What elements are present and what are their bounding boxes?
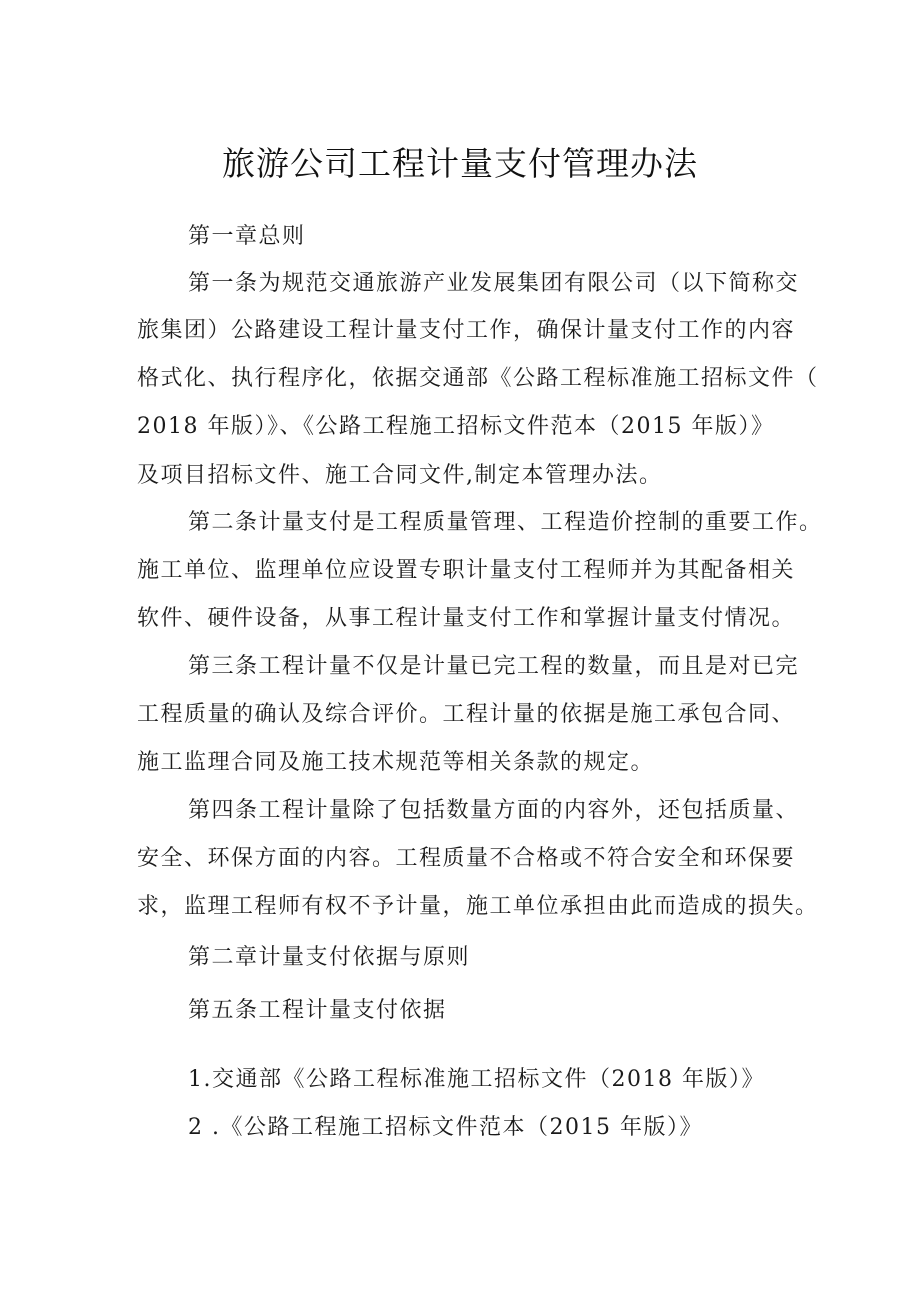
article-2-line-1: 第二条计量支付是工程质量管理、工程造价控制的重要工作。 bbox=[188, 510, 823, 535]
article-5-heading: 第五条工程计量支付依据 bbox=[188, 998, 447, 1023]
article-1-line-4: 2018 年版）》、《公路工程施工招标文件范本（2015 年版）》 bbox=[137, 414, 775, 439]
article-1-line-2: 旅集团）公路建设工程计量支付工作，确保计量支付工作的内容 bbox=[137, 318, 796, 343]
article-4-line-2: 安全、环保方面的内容。工程质量不合格或不符合安全和环保要 bbox=[137, 846, 796, 871]
list-item-1: 1.交通部《公路工程标准施工招标文件（2018 年版）》 bbox=[188, 1067, 765, 1092]
article-1-line-3: 格式化、执行程序化，依据交通部《公路工程标准施工招标文件（ bbox=[137, 366, 819, 391]
document-title: 旅游公司工程计量支付管理办法 bbox=[222, 144, 698, 183]
article-4-line-3: 求，监理工程师有权不予计量，施工单位承担由此而造成的损失。 bbox=[137, 894, 819, 919]
article-3-line-3: 施工监理合同及施工技术规范等相关条款的规定。 bbox=[137, 750, 655, 775]
article-2-line-2: 施工单位、监理单位应设置专职计量支付工程师并为其配备相关 bbox=[137, 558, 796, 583]
article-2-line-3: 软件、硬件设备，从事工程计量支付工作和掌握计量支付情况。 bbox=[137, 606, 796, 631]
article-3-line-1: 第三条工程计量不仅是计量已完工程的数量，而且是对已完 bbox=[188, 654, 800, 679]
article-1-line-5: 及项目招标文件、施工合同文件,制定本管理办法。 bbox=[137, 463, 663, 488]
chapter-1-heading: 第一章总则 bbox=[188, 224, 306, 249]
article-4-line-1: 第四条工程计量除了包括数量方面的内容外，还包括质量、 bbox=[188, 798, 800, 823]
chapter-2-heading: 第二章计量支付依据与原则 bbox=[188, 945, 471, 970]
list-item-2: 2 .《公路工程施工招标文件范本（2015 年版）》 bbox=[188, 1115, 703, 1140]
article-1-line-1: 第一条为规范交通旅游产业发展集团有限公司（以下简称交 bbox=[188, 271, 800, 296]
article-3-line-2: 工程质量的确认及综合评价。工程计量的依据是施工承包合同、 bbox=[137, 702, 796, 727]
